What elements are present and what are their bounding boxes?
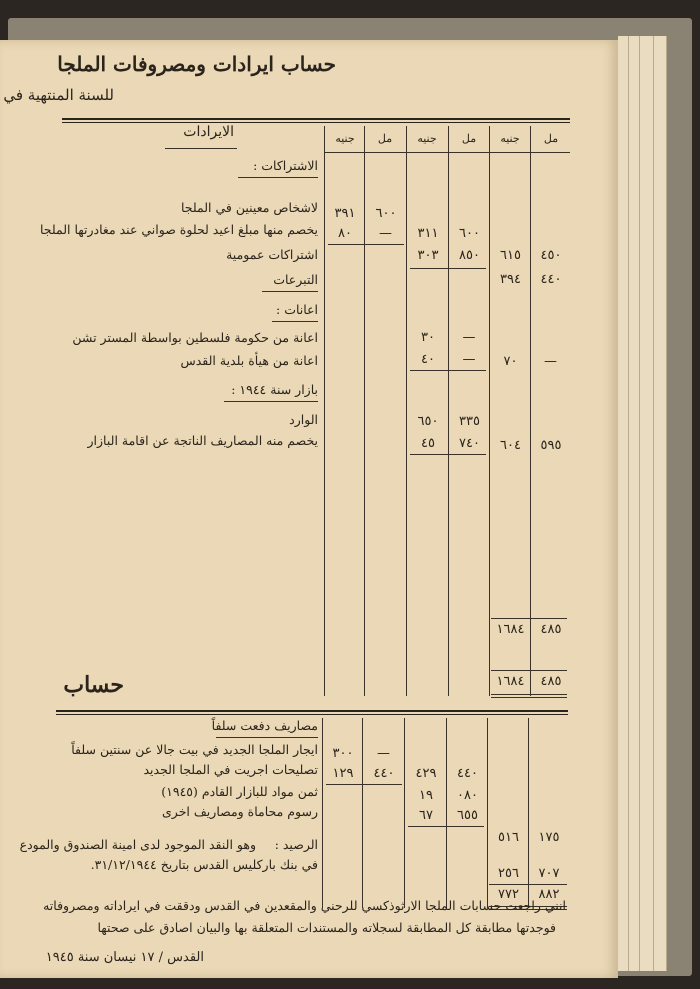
heading-underline [238,177,318,178]
account-rule-thin [56,714,568,715]
account-section-heading: مصاريف دفعت سلفاً [211,718,318,733]
subtotal-rule [410,454,486,455]
value-balance-junayh: ٢٥٦ [498,866,519,881]
subtotal-rule [326,784,402,785]
value-donations-mil: ٤٤٠ [540,272,562,287]
col-line [364,126,365,696]
value-aid-total-junayh: ٧٠ [503,354,518,369]
value-subs-total-mil: ٤٥٠ [540,248,562,263]
value-aid-gov-junayh: ٣٠ [421,330,435,345]
book [0,18,700,978]
header-rule [324,152,570,153]
row-rent-new: ايجار الملجا الجديد في بيت جالا عن سنتين سلفاً [71,742,318,757]
value-balance-mil: ٧٠٧ [538,866,560,881]
account-title: حساب [63,672,124,698]
value-general-mil: ٨٥٠ [459,248,480,263]
value-deduct-junayh: ٨٠ [338,226,352,241]
value-fees-mil: ٦٥٥ [457,808,478,823]
col-header-junayh-1: جنيه [335,132,355,145]
col-header-mil-1: مل [377,132,393,145]
value-bazaar-net-mil: ٥٩٥ [540,438,562,453]
ledger-page [0,40,618,978]
row-repairs: تصليحات اجريت في الملجا الجديد [143,762,318,777]
row-balance-desc2: في بنك باركليس القدس بتاريخ ٣١/١٢/١٩٤٤. [90,857,318,872]
row-specific-people: لاشخاص معينين في الملجا [181,200,318,215]
value-rent-mil: — [377,746,391,761]
row-fees: رسوم محاماة ومصاريف اخرى [162,804,318,819]
value-rent-junayh: ٣٠٠ [332,746,354,761]
value-bazaar-out-junayh: ٤٥ [421,436,435,451]
value-exp-total-junayh: ٥١٦ [498,830,519,845]
row-balance-desc: وهو النقد الموجود لدى امينة الصندوق والمودع [19,837,256,852]
audit-statement-line1: انني راجعت حسابات الملجا الارثوذكسي للرحني والمقعدين في القدس ودققت في ايراداته ومصروفاته [43,898,566,913]
value-general-junayh: ٣٠٣ [417,248,439,263]
top-rule-thin [62,122,570,123]
value-repairs-mil: ٤٤٠ [373,766,395,781]
heading-underline [262,291,318,292]
value-aid-muni-junayh: ٤٠ [421,352,435,367]
page-edge [628,36,640,971]
value-bazaar-out-mil: ٧٤٠ [459,436,480,451]
row-general-subscriptions: اشتراكات عمومية [226,247,318,262]
section-underline [165,148,237,149]
value-donations-junayh: ٣٩٤ [500,272,521,287]
value-net-sub-junayh: ٣١١ [417,226,439,241]
total-rule [491,618,567,619]
page-edge [654,36,667,971]
col-line [489,126,490,696]
value-prepaid-junayh: ٤٢٩ [415,766,437,781]
place-date: القدس / ١٧ نيسان سنة ١٩٤٥ [45,950,204,965]
value-specific-mil: ٦٠٠ [375,206,397,221]
col-line [404,718,405,908]
row-materials: ثمن مواد للبازار القادم (١٩٤٥) [161,784,318,799]
col-line [322,718,323,908]
income-section-title: الايرادات [183,124,234,140]
heading-underline [272,321,318,322]
total-rule [491,670,567,671]
audit-statement-line2: فوجدتها مطابقة كل المطابقة لسجلاته والمستندات المتعلقة بها والبيان اصادق على صحتها [97,920,556,935]
value-subs-total-junayh: ٦١٥ [500,248,521,263]
grand-double-rule [491,697,567,698]
value-aid-muni-mil: — [462,352,477,367]
subtotal-rule [328,244,404,245]
value-materials-junayh: ١٩ [419,788,433,803]
value-total-junayh: ١٦٨٤ [496,622,525,637]
row-bazaar-income: الوارد [289,412,318,427]
page-subtitle: للسنة المنتهية في [3,86,114,104]
col-header-mil-2: مل [461,132,477,145]
col-line [446,718,447,908]
row-bazaar-deduct: يخصم منه المصاريف الناتجة عن اقامة البازار [87,433,318,448]
value-aid-gov-mil: — [462,330,477,345]
subtotal-rule [408,826,484,827]
value-prepaid-mil: ٤٤٠ [457,766,478,781]
value-bazaar-net-junayh: ٦٠٤ [500,438,521,453]
value-fees-junayh: ٦٧ [419,808,433,823]
value-total-mil: ٤٨٥ [540,622,562,637]
page-edge [640,36,654,971]
col-line [448,126,449,696]
value-specific-junayh: ٣٩١ [334,206,356,221]
subscriptions-heading: الاشتراكات : [253,158,318,173]
row-donations: التبرعات [273,272,318,287]
value-bazaar-in-mil: ٣٣٥ [459,414,480,429]
subtotal-rule [410,268,486,269]
value-account-grand-junayh: ٧٧٢ [498,887,519,902]
value-repairs-junayh: ١٢٩ [332,766,354,781]
col-line [487,718,488,908]
col-line [324,126,325,696]
value-exp-total-mil: ١٧٥ [538,830,560,845]
col-line [406,126,407,696]
subtotal-rule [410,370,486,371]
row-balance-label: الرصيد : [274,837,318,852]
value-account-grand-mil: ٨٨٢ [538,887,560,902]
heading-underline [224,401,318,402]
top-rule [62,118,570,120]
col-line [528,718,529,908]
col-line [362,718,363,908]
row-aid-jerusalem: اعانة من هيأة بلدية القدس [180,353,318,368]
grand-double-rule [491,694,567,695]
value-materials-mil: ٠٨٠ [457,788,478,803]
value-grand-mil: ٤٨٥ [540,674,562,689]
bazaar-heading: بازار سنة ١٩٤٤ : [231,382,318,397]
page-edge [618,36,629,971]
col-header-junayh-3: جنيه [500,132,520,145]
aid-heading: اعانات : [276,302,318,317]
value-deduct-mil: — [379,226,393,241]
row-deduct-party: يخصم منها مبلغ اعيد لحلوة صواني عند مغادرتها الملجا [39,222,318,237]
col-header-junayh-2: جنيه [417,132,437,145]
value-aid-total-mil: — [544,354,558,369]
total-rule [489,884,567,885]
heading-underline [216,737,318,738]
col-header-mil-3: مل [543,132,559,145]
account-rule [56,710,568,712]
value-net-sub-mil: ٦٠٠ [459,226,480,241]
page-title: حساب ايرادات ومصروفات الملجا [57,52,336,76]
row-aid-palestine-gov: اعانة من حكومة فلسطين بواسطة المستر تشن [72,330,318,345]
col-line [530,126,531,696]
value-grand-junayh: ١٦٨٤ [496,674,525,689]
value-bazaar-in-junayh: ٦٥٠ [417,414,439,429]
